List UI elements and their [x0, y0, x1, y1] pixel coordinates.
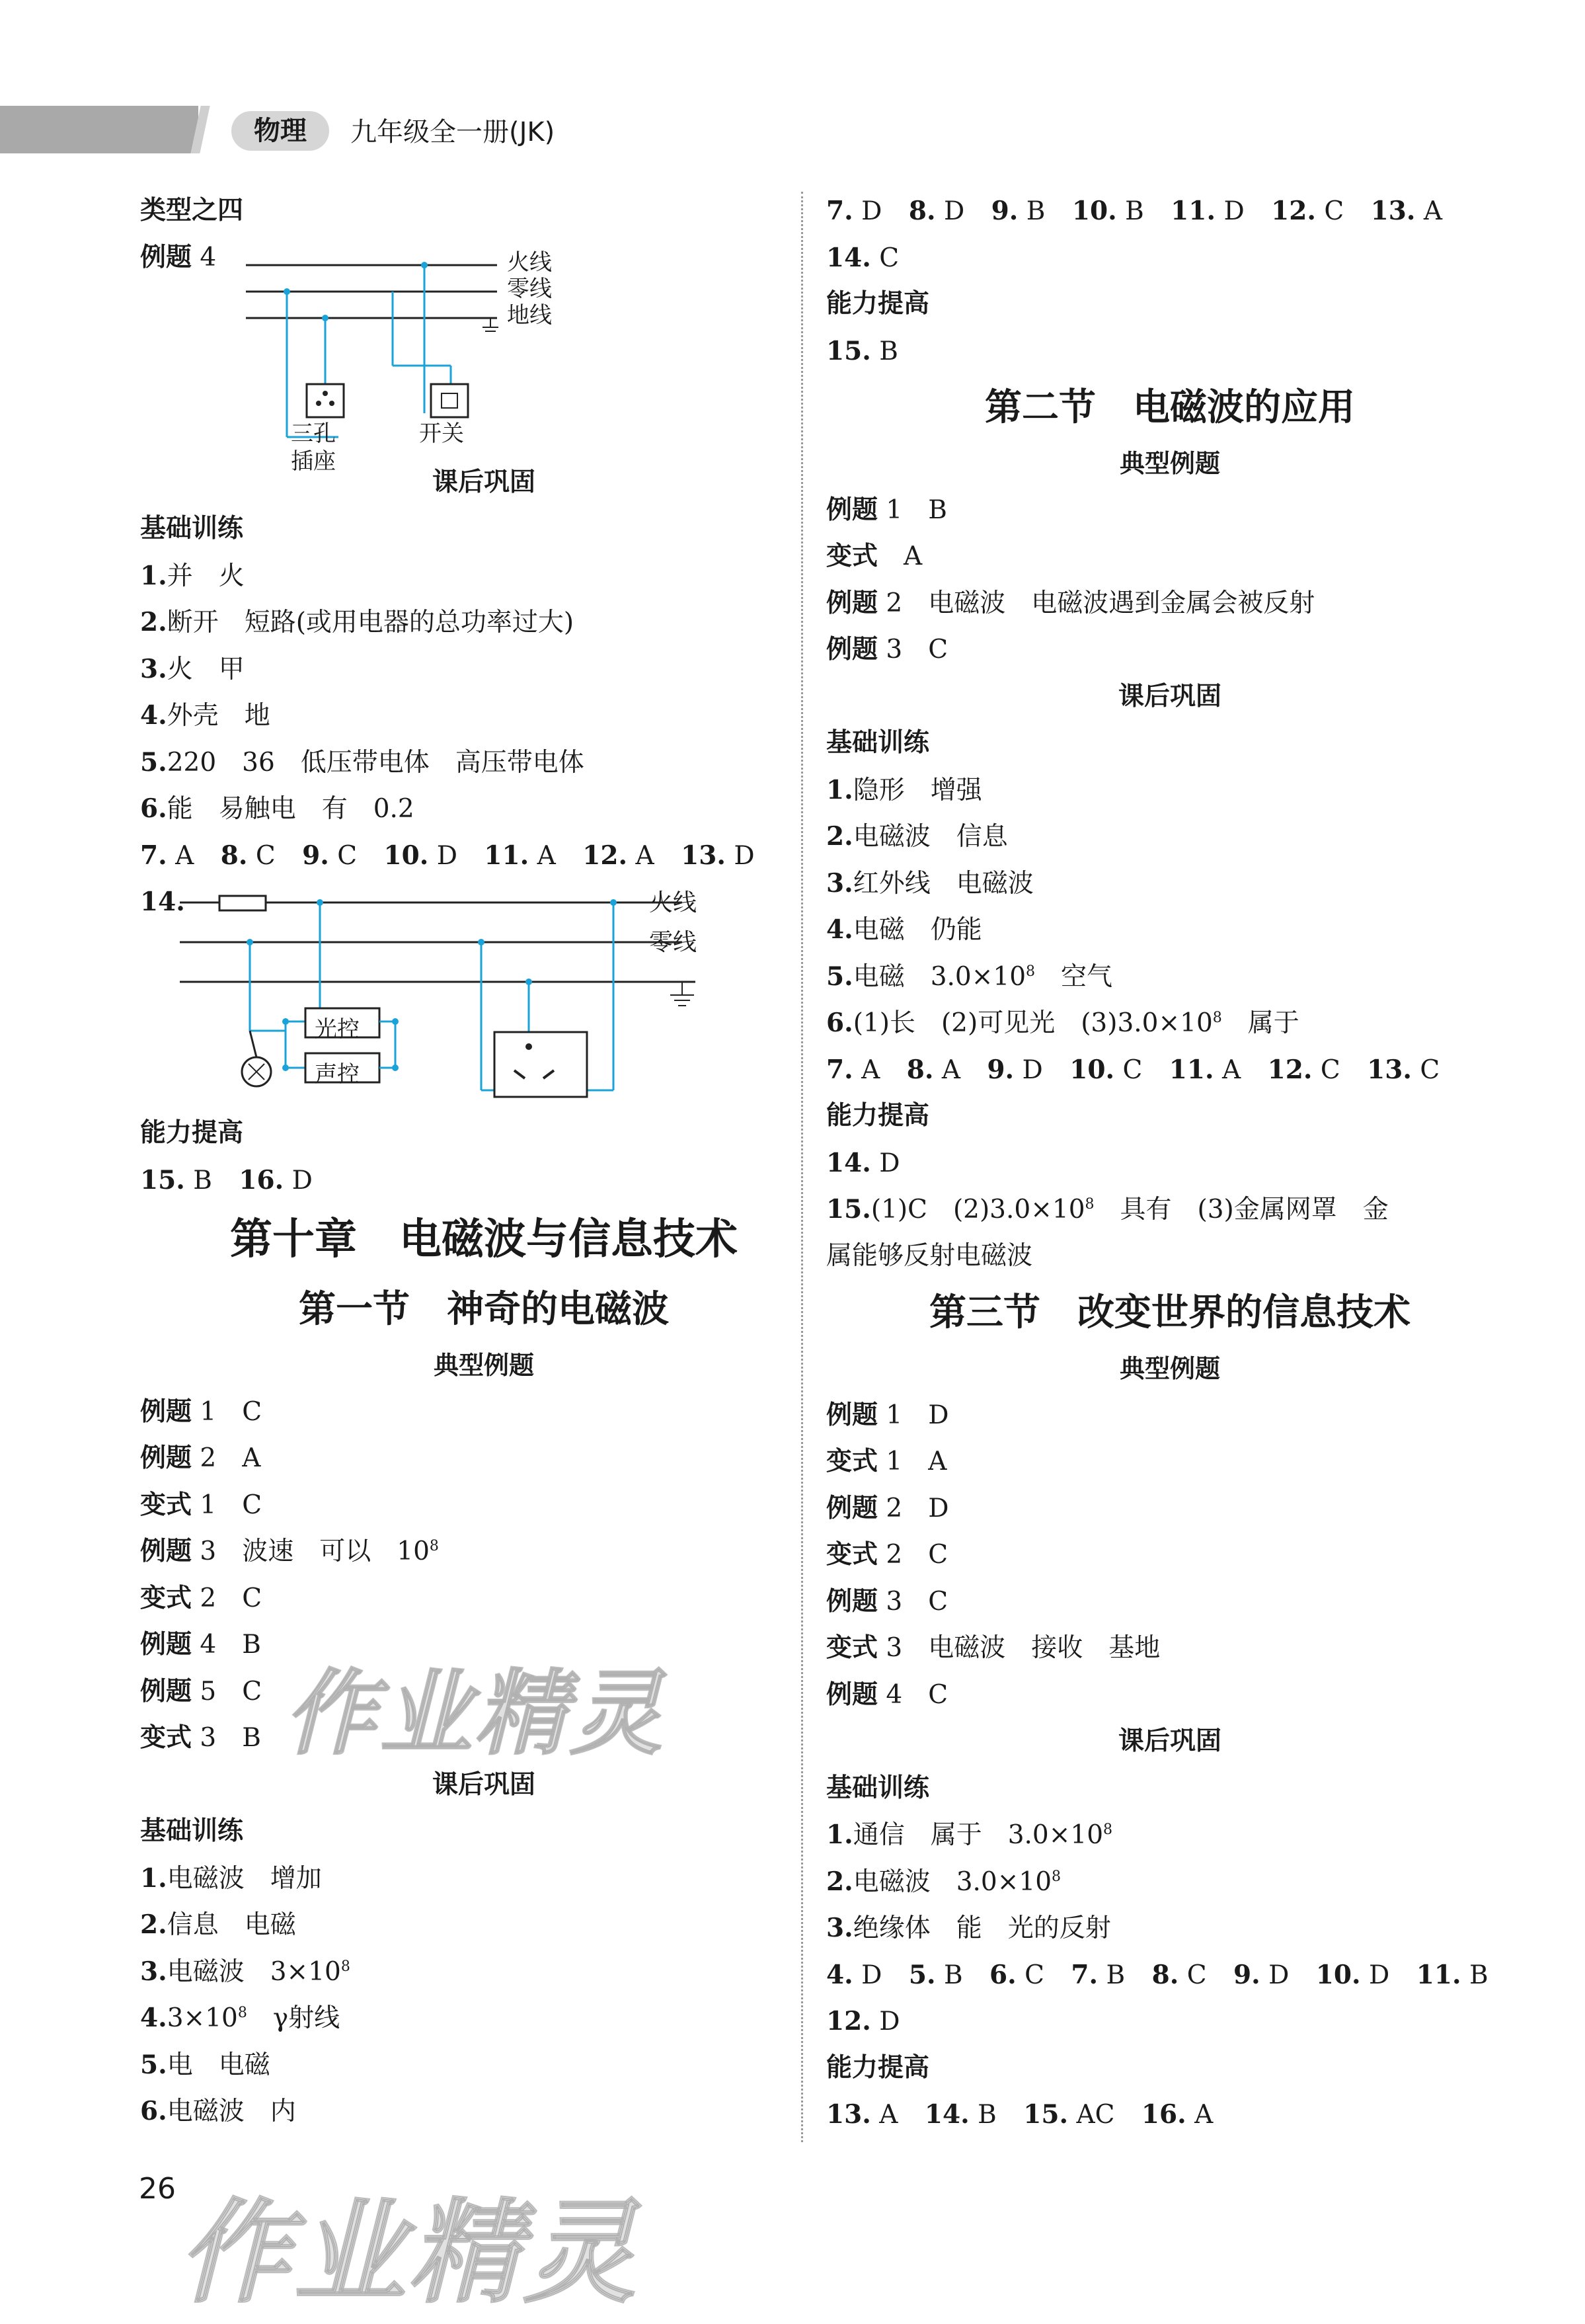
answer-line: 14. D: [826, 1147, 900, 1178]
answer-line: 4.外壳 地: [140, 700, 270, 731]
left-column: [140, 188, 828, 2135]
answer-line: 1.隐形 增强: [826, 774, 982, 805]
typical-heading: 典型例题: [1119, 1354, 1220, 1383]
circuit-svg-2: [180, 879, 722, 1110]
circuit-svg-1: [246, 235, 523, 460]
example-line: 例题 3 C: [826, 635, 948, 664]
answer-line: 15.(1)C $(2)3.0\times 10^8$ 具有 (3)金属网罩 金: [826, 1194, 1389, 1224]
answer-line: 3.红外线 电磁波: [826, 867, 1034, 899]
socket-label-line1: 三孔: [291, 420, 336, 447]
neutral-wire-label: 零线: [507, 275, 552, 302]
answer-line-continued: 属能够反射电磁波: [826, 1240, 1033, 1271]
answer-line: 2.电磁波 信息: [826, 821, 1008, 852]
answer-line: 2.电磁波 $3.0\times 10^8$: [826, 1866, 1062, 1897]
chapter-title: 第十章 电磁波与信息技术: [230, 1215, 738, 1264]
example-line: 例题 4 B: [140, 1630, 261, 1660]
basic-training-heading: 基础训练: [140, 1816, 244, 1846]
right-column: [826, 188, 1514, 2138]
after-class-heading: 课后巩固: [432, 1769, 535, 1800]
answer-line: 2.信息 电磁: [140, 1909, 296, 1940]
socket-label-line2: 插座: [291, 448, 336, 475]
example-line: 例题 2 D: [826, 1493, 949, 1523]
answer-row: 4. D 5. B 6. C 7. B 8. C 9. D 10. D 11. B: [826, 1959, 1488, 1990]
answer-line: 6.电磁波 内: [140, 2096, 296, 2126]
after-class-heading: 课后巩固: [432, 467, 535, 497]
switch-label: 开关: [419, 420, 464, 447]
answer-row: 7. A 8. C 9. C 10. D 11. A 12. A 13. D: [140, 840, 755, 871]
section-title: 第二节 电磁波的应用: [985, 385, 1355, 429]
example-line: 变式 1 A: [826, 1447, 947, 1476]
basic-training-heading: 基础训练: [826, 1773, 930, 1803]
example-line: 例题 3 C: [826, 1586, 948, 1617]
example-line: 例题 1 C: [140, 1396, 262, 1427]
header-bar: [0, 106, 198, 153]
typical-heading: 典型例题: [433, 1351, 534, 1380]
answer-line: 4.电磁 仍能: [826, 914, 982, 945]
live-wire-label: 火线: [507, 249, 552, 276]
circuit-diagram-2: [140, 879, 828, 1110]
answer-line: 15. B: [826, 335, 898, 366]
example-line: 变式 A: [826, 541, 923, 571]
example-line: 变式 3 B: [140, 1723, 261, 1753]
example-line: 例题 5 C: [140, 1676, 262, 1706]
example-line: 例题 4 C: [826, 1679, 948, 1710]
example-line: 例题 1 B: [826, 495, 947, 525]
answer-line: 14. C: [826, 242, 900, 273]
example-line: 变式 2 C: [140, 1583, 262, 1613]
after-class-heading: 课后巩固: [1118, 1726, 1221, 1756]
ability-heading: 能力提高: [826, 2052, 930, 2083]
page-number: 26: [139, 2172, 176, 2206]
answer-line: 3.绝缘体 能 光的反射: [826, 1913, 1111, 1943]
circuit-diagram-1: [140, 235, 828, 475]
answer-line: 1.通信 属于 $3.0\times 10^8$: [826, 1820, 1113, 1850]
example-line: 例题 2 电磁波 电磁波遇到金属会被反射: [826, 588, 1315, 618]
ground-wire-label: 地线: [507, 301, 552, 329]
answer-line: 12. D: [826, 2006, 900, 2036]
grade-label: 九年级全一册(JK): [350, 117, 555, 147]
example-line: 变式 3 电磁波 接收 基地: [826, 1633, 1161, 1663]
answer-line: 5.电 电磁: [140, 2049, 270, 2080]
answer-line: 6.能 易触电 有 0.2: [140, 793, 414, 824]
neutral-wire-label: 零线: [649, 929, 697, 956]
answer-line: 5.220 36 低压带电体 高压带电体: [140, 746, 584, 778]
question-num: 14.: [140, 887, 185, 917]
light-control-label: 光控: [315, 1016, 360, 1043]
type-heading: 类型之四: [140, 196, 244, 225]
typical-heading: 典型例题: [1119, 449, 1220, 478]
example-label: 例题: [140, 242, 192, 272]
sound-control-label: 声控: [315, 1061, 360, 1088]
answer-row: 15. B 16. D: [140, 1164, 313, 1195]
section-title: 第三节 改变世界的信息技术: [929, 1291, 1411, 1334]
live-wire-label: 火线: [649, 889, 697, 916]
example-line: 变式 2 C: [826, 1540, 948, 1570]
answer-line: 3.火 甲: [140, 653, 245, 684]
watermark: 作业精灵: [284, 1660, 666, 1768]
answer-line: $4.3\times 10^8$ γ射线: [140, 2003, 340, 2033]
watermark: 作业精灵: [178, 2188, 639, 2319]
answer-row: 7. A 8. A 9. D 10. C 11. A 12. C 13. C: [826, 1054, 1440, 1085]
example-line: 例题 3 波速 可以 $10^8$: [140, 1537, 439, 1566]
answer-row: 13. A 14. B 15. AC 16. A: [826, 2099, 1214, 2130]
answer-line: 1.电磁波 增加: [140, 1863, 322, 1894]
ability-heading: 能力提高: [826, 1101, 930, 1131]
example-line: 例题 1 D: [826, 1400, 949, 1430]
subject-label: 物理: [231, 111, 329, 151]
answer-line: 1.并 火: [140, 560, 245, 591]
answer-line: 2.断开 短路(或用电器的总功率过大): [140, 607, 574, 637]
answer-line: 3.电磁波 $3\times 10^8$: [140, 1956, 350, 1987]
ability-heading: 能力提高: [140, 1118, 244, 1148]
ability-heading: 能力提高: [826, 289, 930, 319]
basic-training-heading: 基础训练: [140, 514, 244, 543]
example-line: 例题 2 A: [140, 1443, 261, 1473]
answer-row: 7. D 8. D 9. B 10. B 11. D 12. C 13. A: [826, 196, 1443, 226]
example-num: 4: [200, 242, 217, 272]
example-line: 变式 1 C: [140, 1490, 262, 1520]
basic-training-heading: 基础训练: [826, 728, 930, 758]
answer-line: 6.(1)长 (2)可见光 $(3)3.0\times 10^8$ 属于: [826, 1008, 1299, 1038]
after-class-heading: 课后巩固: [1118, 681, 1221, 711]
section-title: 第一节 神奇的电磁波: [299, 1287, 669, 1331]
answer-line: 5.电磁 $3.0\times 10^8$ 空气: [826, 961, 1113, 992]
